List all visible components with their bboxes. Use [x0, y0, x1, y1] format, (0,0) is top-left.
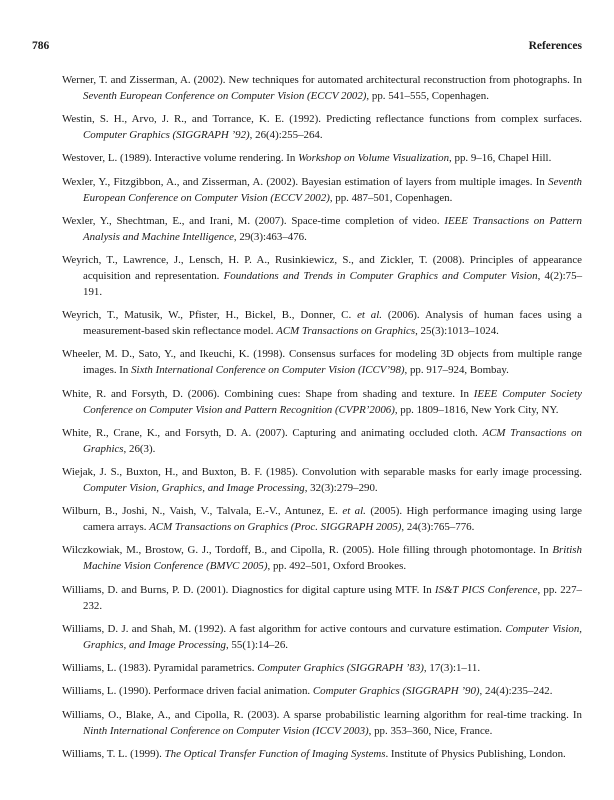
reference-text: , pp. 1809–1816, New York City, NY.: [394, 403, 559, 416]
reference-text: , 24(3):765–776.: [401, 521, 475, 534]
reference-text: , pp. 9–16, Chapel Hill.: [449, 152, 552, 165]
reference-text: , 29(3):463–476.: [233, 230, 307, 243]
reference-venue: Computer Vision, Graphics, and Image Processing: [83, 622, 582, 651]
reference-venue: Computer Vision, Graphics, and Image Processing: [83, 481, 305, 494]
reference-text: Westin, S. H., Arvo, J. R., and Torrance, K. E. (1992). Predicting reflectance functions from complex surfaces.: [62, 113, 582, 126]
reference-text: , 55(1):14–26.: [225, 638, 288, 651]
section-title: References: [528, 40, 582, 52]
reference-text: , 24(4):235–242.: [479, 685, 553, 698]
reference-venue: et al.: [342, 505, 366, 518]
reference-venue: IEEE Computer Society Conference on Computer Vision and Pattern Recognition (CVPR’2006): [83, 387, 582, 416]
reference-entry: [62, 253, 582, 301]
reference-entry: [62, 426, 582, 458]
reference-entry: [62, 465, 582, 497]
reference-text: Wheeler, M. D., Sato, Y., and Ikeuchi, K. (1998). Consensus surfaces for modeling 3D objects from multiple range images. In: [62, 348, 582, 377]
reference-venue: ACM Transactions on Graphics: [83, 426, 582, 455]
reference-entry: [62, 583, 582, 615]
reference-venue: Seventh European Conference on Computer Vision (ECCV 2002): [83, 175, 582, 204]
reference-entry: [62, 661, 582, 677]
reference-venue: British Machine Vision Conference (BMVC 2005): [83, 544, 582, 573]
reference-entry: [62, 112, 582, 144]
reference-venue: et al.: [357, 309, 383, 322]
reference-text: Williams, L. (1983). Pyramidal parametrics.: [62, 662, 258, 675]
page-number: 786: [32, 40, 50, 52]
reference-venue: Ninth International Conference on Computer Vision (ICCV 2003): [83, 724, 369, 737]
reference-text: White, R. and Forsyth, D. (2006). Combining cues: Shape from shading and texture. In: [62, 387, 474, 400]
reference-text: White, R., Crane, K., and Forsyth, D. A. (2007). Capturing and animating occluded cloth.: [62, 426, 483, 439]
reference-text: Williams, D. and Burns, P. D. (2001). Diagnostics for digital capture using MTF. In: [62, 583, 435, 596]
reference-text: Weyrich, T., Matusik, W., Pfister, H., Bickel, B., Donner, C.: [62, 309, 358, 322]
reference-venue: The Optical Transfer Function of Imaging Systems: [164, 747, 386, 760]
reference-venue: Foundations and Trends in Computer Graphics and Computer Vision: [223, 270, 538, 283]
reference-entry: [62, 504, 582, 536]
reference-entry: [62, 347, 582, 379]
reference-text: Werner, T. and Zisserman, A. (2002). New techniques for automated architectural reconstruction from photographs. In: [62, 74, 582, 86]
reference-text: Williams, O., Blake, A., and Cipolla, R. (2003). A sparse probabilistic learning algorithm for real-time tracking. In: [62, 708, 582, 721]
reference-text: Wilczkowiak, M., Brostow, G. J., Tordoff, B., and Cipolla, R. (2005). Hole filling through photomontage. In: [62, 544, 553, 557]
reference-text: , pp. 541–555, Copenhagen.: [366, 89, 489, 102]
reference-entry: [62, 747, 582, 763]
reference-venue: ACM Transactions on Graphics (Proc. SIGGRAPH 2005): [149, 521, 402, 534]
page-header: [32, 40, 582, 56]
reference-venue: Sixth International Conference on Computer Vision (ICCV’98): [131, 364, 405, 377]
reference-text: Williams, D. J. and Shah, M. (1992). A fast algorithm for active contours and curvature estimation.: [62, 622, 506, 635]
reference-text: (2006). Analysis of human faces using a measurement-based skin reflectance model.: [83, 309, 582, 338]
reference-text: , pp. 492–501, Oxford Brookes.: [267, 560, 407, 573]
reference-entry: [62, 684, 582, 700]
reference-text: (2005). High performance imaging using large camera arrays.: [83, 505, 582, 534]
reference-text: , pp. 917–924, Bombay.: [404, 364, 509, 377]
reference-venue: ACM Transactions on Graphics: [276, 325, 416, 338]
reference-entry: [62, 214, 582, 246]
reference-venue: Computer Graphics (SIGGRAPH ’90): [312, 685, 480, 698]
reference-entry: [62, 387, 582, 419]
reference-text: Westover, L. (1989). Interactive volume rendering. In: [62, 152, 299, 165]
reference-list: [62, 73, 582, 770]
reference-venue: Computer Graphics (SIGGRAPH ’92): [83, 129, 250, 142]
reference-text: , 25(3):1013–1024.: [415, 325, 499, 338]
reference-venue: Seventh European Conference on Computer Vision (ECCV 2002): [83, 89, 367, 102]
reference-text: , 26(4):255–264.: [249, 129, 323, 142]
reference-entry: [62, 708, 582, 740]
reference-text: , pp. 487–501, Copenhagen.: [329, 191, 453, 204]
reference-text: , pp. 353–360, Nice, France.: [368, 724, 493, 737]
reference-entry: [62, 543, 582, 575]
reference-text: Williams, T. L. (1999).: [62, 747, 165, 760]
reference-venue: Workshop on Volume Visualization: [298, 152, 450, 165]
reference-entry: [62, 622, 582, 654]
reference-entry: [62, 73, 582, 105]
reference-text: Wiejak, J. S., Buxton, H., and Buxton, B. F. (1985). Convolution with separable masks for early image processing.: [62, 466, 582, 479]
reference-text: , 4(2):75–191.: [83, 270, 583, 298]
reference-entry: [62, 308, 582, 340]
reference-venue: IEEE Transactions on Pattern Analysis and Machine Intelligence: [83, 214, 583, 243]
reference-venue: IS&T PICS Conference: [434, 583, 538, 596]
reference-text: , pp. 227–232.: [83, 583, 582, 612]
reference-text: Williams, L. (1990). Performace driven facial animation.: [62, 685, 313, 698]
reference-text: Wexler, Y., Shechtman, E., and Irani, M. (2007). Space-time completion of video.: [62, 214, 445, 227]
reference-entry: [62, 151, 582, 167]
reference-text: Weyrich, T., Lawrence, J., Lensch, H. P. A., Rusinkiewicz, S., and Zickler, T. (2008). Principles of appearance acquisition and representation.: [62, 254, 582, 283]
reference-text: Wexler, Y., Fitzgibbon, A., and Zisserman, A. (2002). Bayesian estimation of layers from multiple images. In: [62, 175, 549, 188]
reference-text: , 17(3):1–11.: [423, 662, 481, 675]
reference-venue: Computer Graphics (SIGGRAPH ’83): [257, 662, 424, 675]
reference-text: . Institute of Physics Publishing, London.: [385, 747, 566, 760]
reference-text: , 26(3).: [123, 442, 156, 455]
reference-text: , 32(3):279–290.: [304, 481, 378, 494]
reference-text: Wilburn, B., Joshi, N., Vaish, V., Talvala, E.-V., Antunez, E.: [62, 505, 343, 518]
reference-entry: [62, 175, 582, 207]
